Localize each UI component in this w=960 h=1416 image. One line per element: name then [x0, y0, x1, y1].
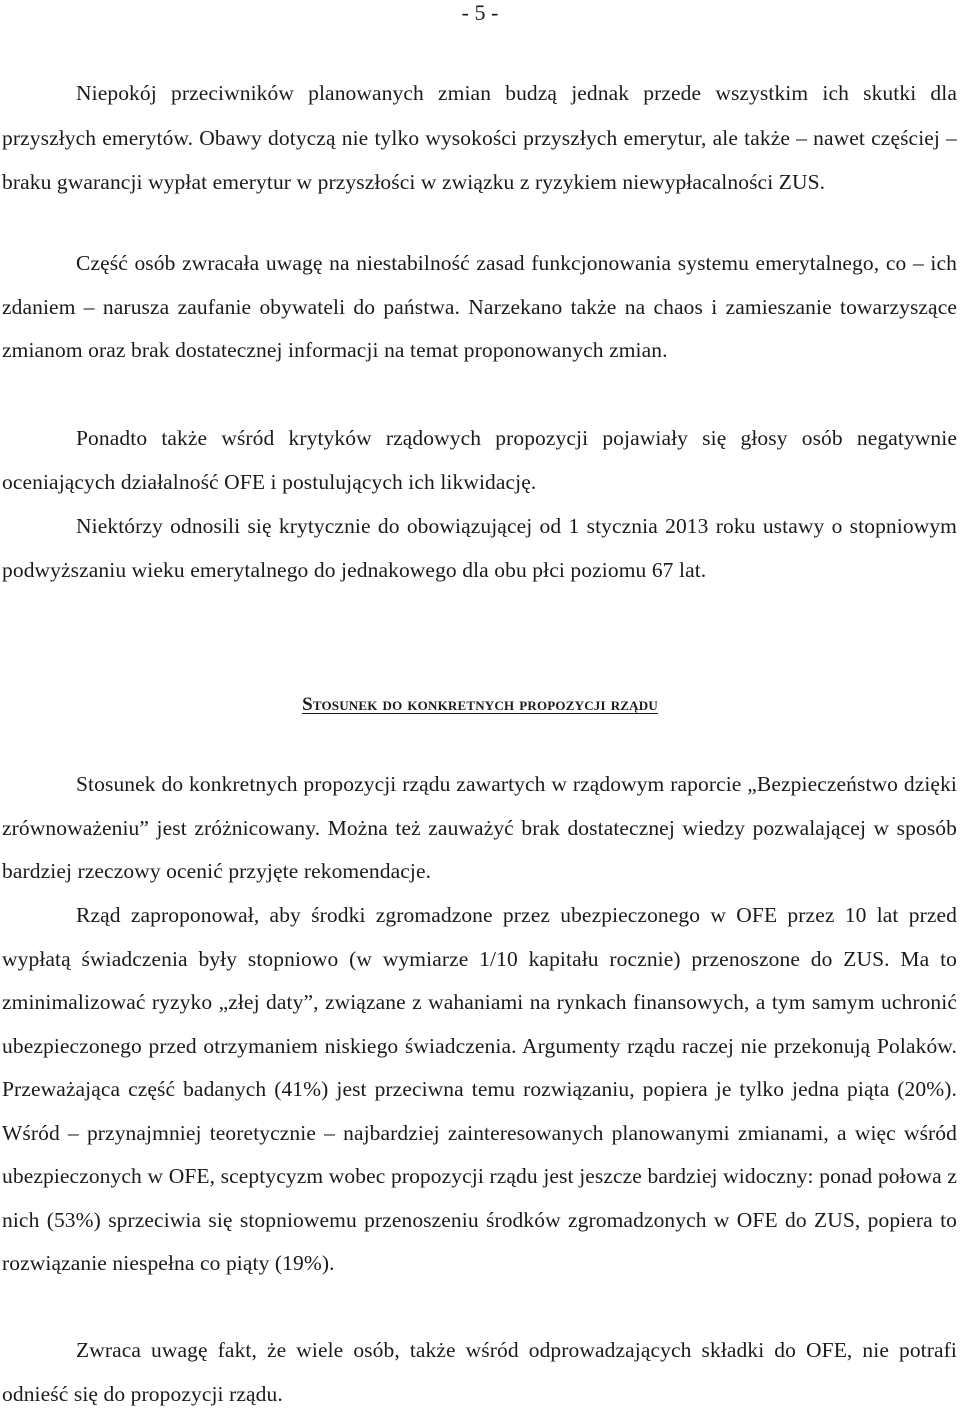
- page-number: - 5 -: [461, 0, 499, 25]
- paragraph-retirement-age: Niektórzy odnosili się krytycznie do obowiązującej od 1 stycznia 2013 roku ustawy o stopniowym podwyższaniu wieku emerytalnego do jednakowego dla obu płci poziomu 67 lat.: [2, 514, 957, 582]
- paragraph-ofe-criticism: Ponadto także wśród krytyków rządowych propozycji pojawiały się głosy osób negatywnie oceniających działalność OFE i postulujących ich likwidację.: [2, 426, 957, 494]
- paragraph-system-instability: Część osób zwracała uwagę na niestabilność zasad funkcjonowania systemu emerytalnego, co – ich zdaniem – narusza zaufanie obywateli do państwa. Narzekano także na chaos i zamieszanie towarzyszące zmianom oraz brak dostatecznej informacji na temat proponowanych zmian.: [2, 251, 957, 362]
- paragraph-government-proposal: Rząd zaproponował, aby środki zgromadzone przez ubezpieczonego w OFE przez 10 lat przed wypłatą świadczenia były stopniowo (w wymiarze 1/10 kapitału rocznie) przenoszone do ZUS. Ma to zminimalizować ryzyko „złej daty”, związane z wahaniami na rynkach finansowych, a tym samym uchronić ubezpieczonego przed otrzymaniem niskiego świadczenia. Argumenty rządu raczej nie przekonują Polaków. Przeważająca część badanych (41%) jest przeciwna temu rozwiązaniu, popiera je tylko jedna piąta (20%). Wśród – przynajmniej teoretycznie – najbardziej zainteresowanych planowanymi zmianami, a więc wśród ubezpieczonych w OFE, sceptycyzm wobec propozycji rządu jest jeszcze bardziej widoczny: ponad połowa z nich (53%) sprzeciwia się stopniowemu przenoszeniu środków zgromadzonych w OFE do ZUS, popiera to rozwiązanie niespełna co piąty (19%).: [2, 903, 957, 1275]
- paragraph-opponents-concerns: Niepokój przeciwników planowanych zmian budzą jednak przede wszystkim ich skutki dla przyszłych emerytów. Obawy dotyczą nie tylko wysokości przyszłych emerytur, ale także – nawet częściej – braku gwarancji wypłat emerytur w przyszłości w związku z ryzykiem niewypłacalności ZUS.: [2, 81, 957, 194]
- paragraph-attitude-to-proposals: Stosunek do konkretnych propozycji rządu zawartych w rządowym raporcie „Bezpieczeństwo dzięki zrównoważeniu” jest zróżnicowany. Można też zauważyć brak dostatecznej wiedzy pozwalającej w sposób bardziej rzeczowy ocenić przyjęte rekomendacje.: [2, 772, 957, 883]
- paragraph-closing-remark: Zwraca uwagę fakt, że wiele osób, także wśród odprowadzających składki do OFE, nie potrafi odnieść się do propozycji rządu.: [2, 1338, 957, 1406]
- section-heading: Stosunek do konkretnych propozycji rządu: [302, 694, 658, 715]
